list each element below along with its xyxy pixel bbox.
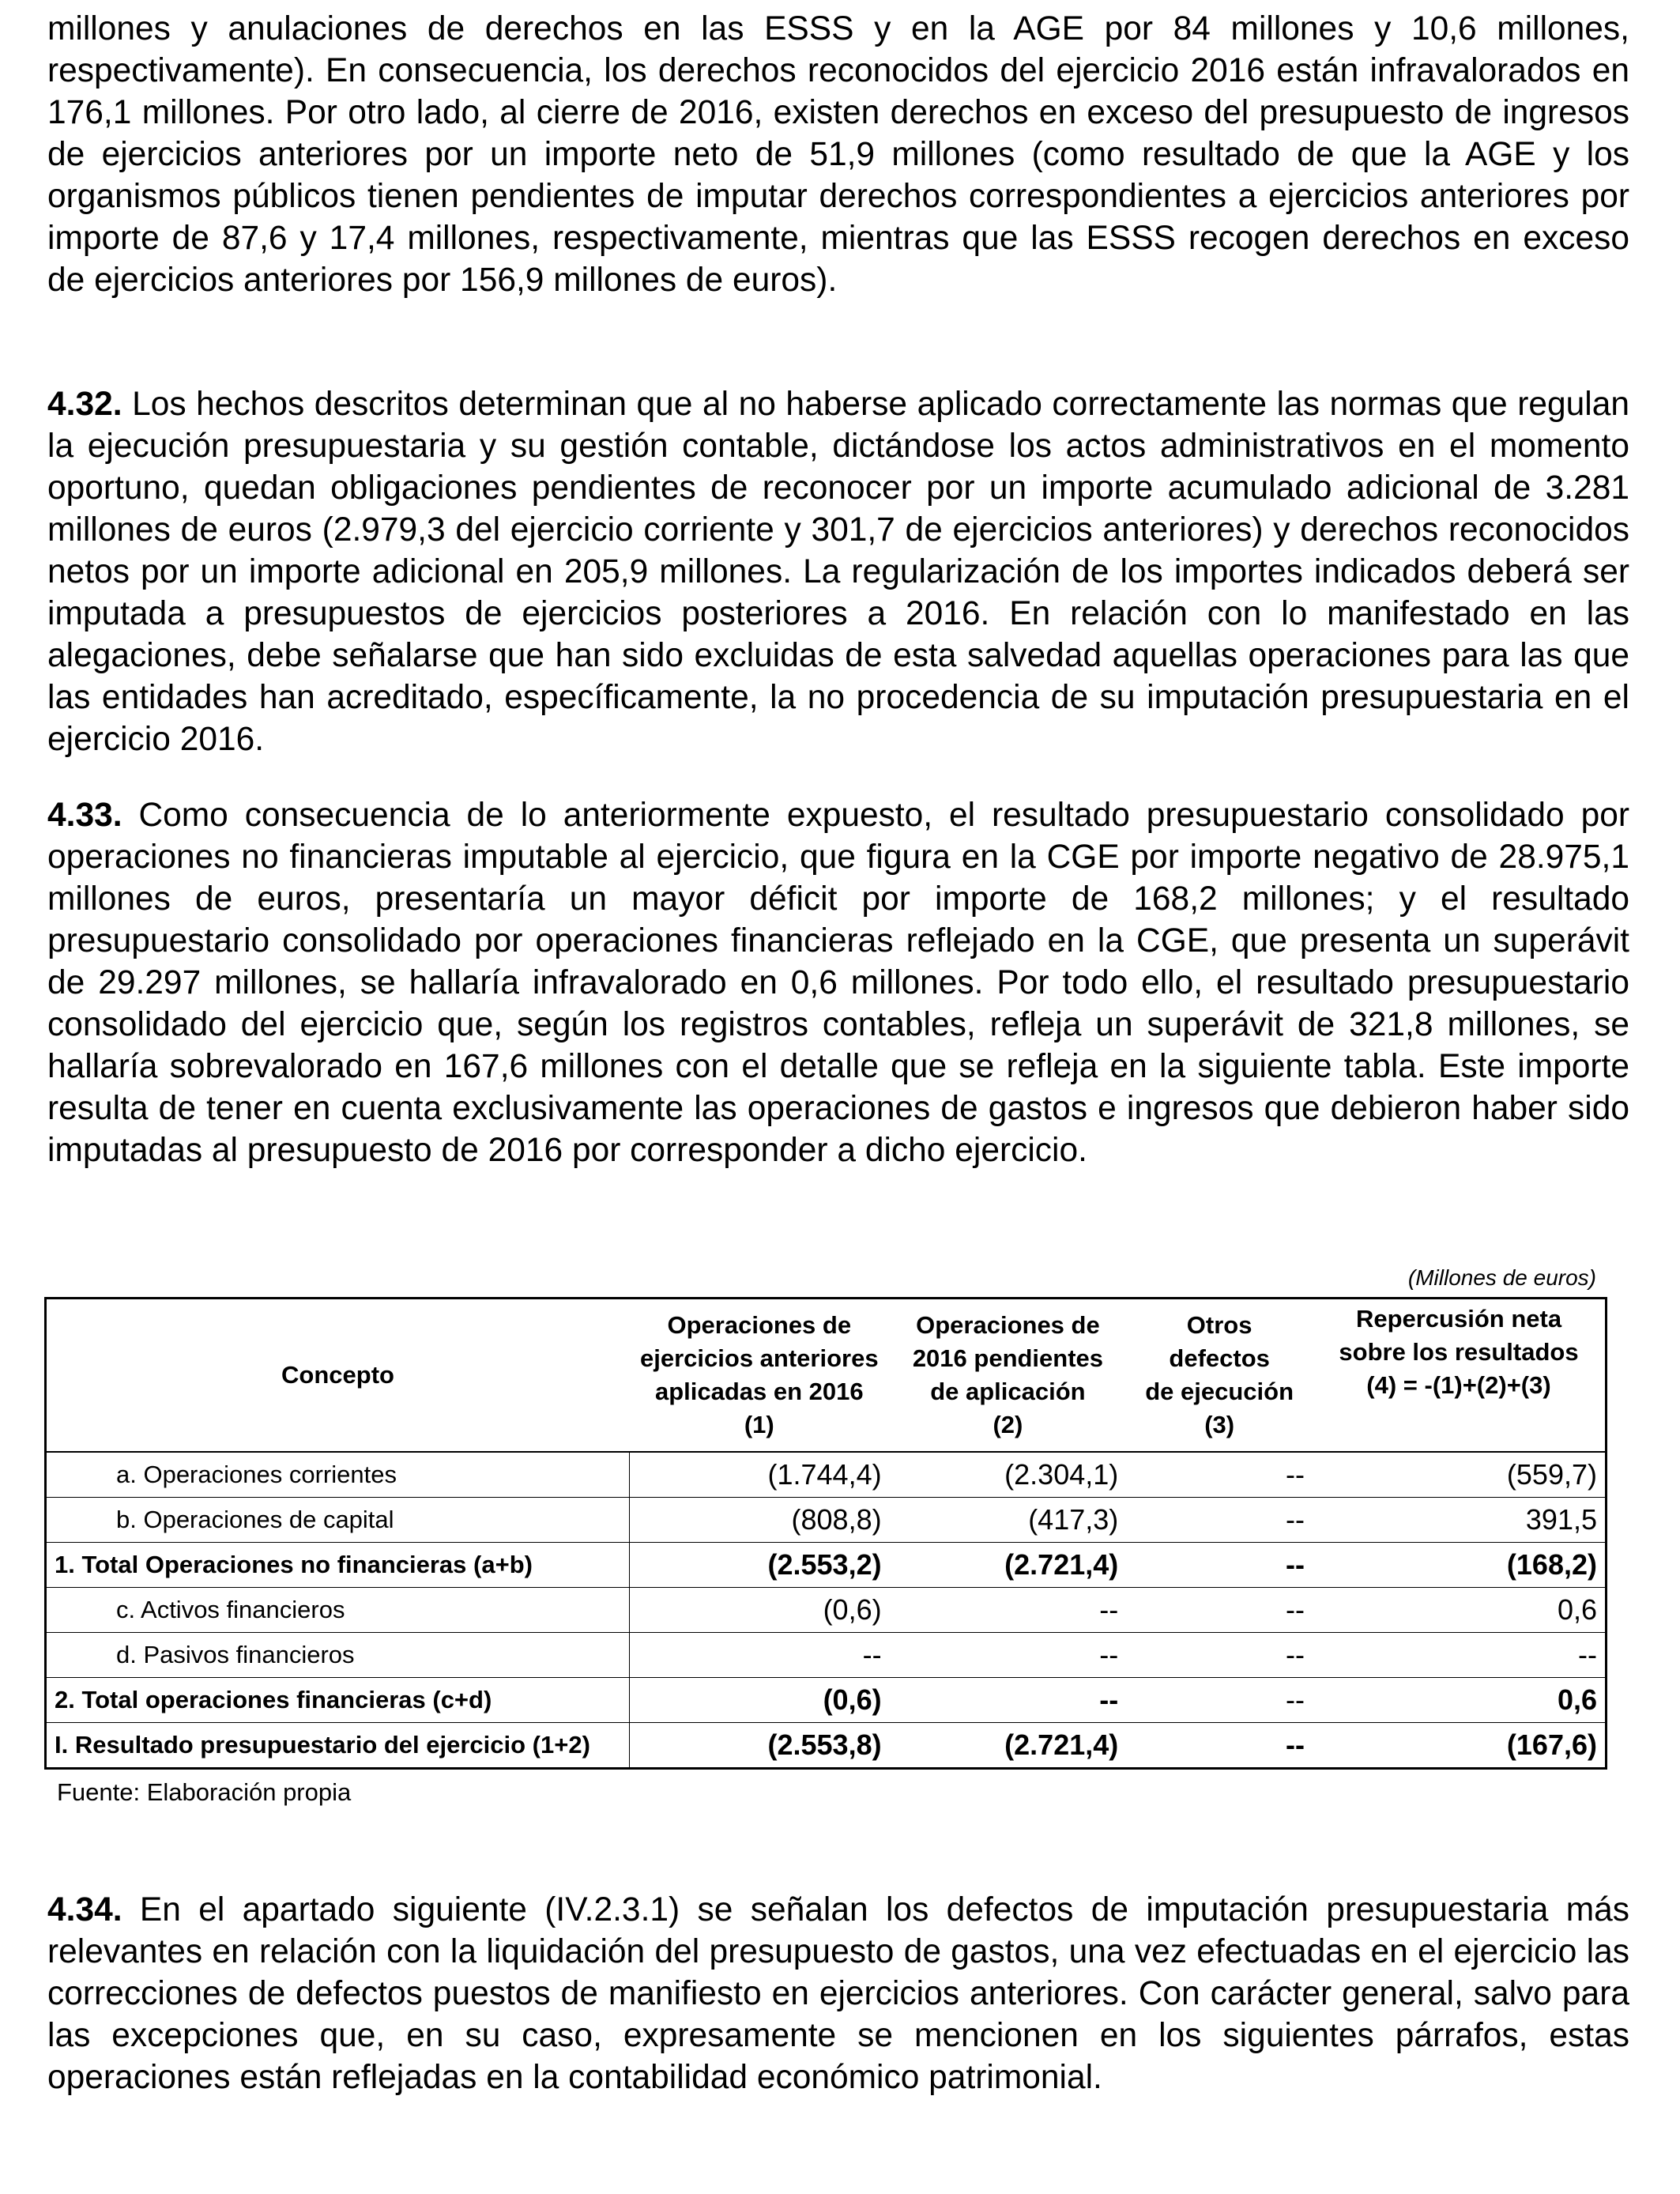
budget-result-table [44,1297,1607,1770]
row-value-col-4: -- [1313,1633,1607,1678]
row-concept: a. Operaciones corrientes [46,1452,630,1498]
table-result-row [46,1723,1607,1769]
row-value-col-2: (2.721,4) [890,1543,1127,1588]
header-concepto: Concepto [46,1299,630,1453]
paragraph-intro [47,8,1629,301]
row-concept: 1. Total Operaciones no financieras (a+b) [46,1543,630,1588]
header-col-2: Operaciones de 2016 pendientes de aplicación (2) [890,1299,1127,1453]
row-value-col-4: 391,5 [1313,1498,1607,1543]
header-col-3: Otros defectos de ejecución (3) [1126,1299,1313,1453]
row-value-col-1: (0,6) [629,1678,890,1723]
header-col-4: Repercusión neta sobre los resultados (4) = -(1)+(2)+(3) [1313,1299,1607,1453]
row-concept: I. Resultado presupuestario del ejercicio (1+2) [46,1723,630,1769]
row-value-col-2: -- [890,1588,1127,1633]
table-row [46,1588,1607,1633]
table-row [46,1498,1607,1543]
row-value-col-3: -- [1126,1543,1313,1588]
paragraph-number: 4.32. [47,386,122,423]
header-col-1: Operaciones de ejercicios anteriores aplicadas en 2016 (1) [629,1299,890,1453]
paragraph-4-32 [47,383,1629,760]
paragraph-number: 4.34. [47,1891,122,1928]
table-total-row [46,1543,1607,1588]
row-value-col-3: -- [1126,1498,1313,1543]
row-value-col-4: 0,6 [1313,1588,1607,1633]
row-value-col-2: (2.304,1) [890,1452,1127,1498]
row-concept: c. Activos financieros [46,1588,630,1633]
row-concept: 2. Total operaciones financieras (c+d) [46,1678,630,1723]
table-header-row [46,1299,1607,1453]
row-value-col-3: -- [1126,1678,1313,1723]
paragraph-text: Como consecuencia de lo anteriormente expuesto, el resultado presupuestario consolidado por operaciones no financieras imputable al ejercicio, que figura en la CGE por importe negativo de 28.975,1 millones de euros, presentaría un mayor déficit por importe de 168,2 millones; y el resultado presupuestario consolidado por operaciones financieras reflejado en la CGE, que presenta un superávit de 29.297 millones, se hallaría infravalorado en 0,6 millones. Por todo ello, el resultado presupuestario consolidado del ejercicio que, según los registros contables, refleja un superávit de 321,8 millones, se hallaría sobrevalorado en 167,6 millones con el detalle que se refleja en la siguiente tabla. Este importe resulta de tener en cuenta exclusivamente las operaciones de gastos e ingresos que debieron haber sido imputadas al presupuesto de 2016 por corresponder a dicho ejercicio. [47,797,1629,1169]
row-value-col-2: (417,3) [890,1498,1127,1543]
row-value-col-2: -- [890,1633,1127,1678]
row-value-col-1: (0,6) [629,1588,890,1633]
table-row [46,1452,1607,1498]
paragraph-4-34 [47,1889,1629,2098]
table-source-note: Fuente: Elaboración propia [57,1778,352,1806]
paragraph-text: En el apartado siguiente (IV.2.3.1) se señalan los defectos de imputación presupuestaria más relevantes en relación con la liquidación del presupuesto de gastos, una vez efectuadas en el ejercicio las correcciones de defectos puestos de manifiesto en ejercicios anteriores. Con carácter general, salvo para las excepciones que, en su caso, expresamente se mencionen en los siguientes párrafos, estas operaciones están reflejadas en la contabilidad económico patrimonial. [47,1891,1629,2096]
paragraph-number: 4.33. [47,797,122,834]
table-row [46,1633,1607,1678]
paragraph-intro-text: millones y anulaciones de derechos en las ESSS y en la AGE por 84 millones y 10,6 millones, respectivamente). En consecuencia, los derechos reconocidos del ejercicio 2016 están infravalorados en 176,1 millones. Por otro lado, al cierre de 2016, existen derechos en exceso del presupuesto de ingresos de ejercicios anteriores por un importe neto de 51,9 millones (como resultado de que la AGE y los organismos públicos tienen pendientes de imputar derechos correspondientes a ejercicios anteriores por importe de 87,6 y 17,4 millones, respectivamente, mientras que las ESSS recogen derechos en exceso de ejercicios anteriores por 156,9 millones de euros). [47,10,1629,299]
row-value-col-1: -- [629,1633,890,1678]
table-units-note: (Millones de euros) [1407,1265,1596,1290]
row-value-col-2: -- [890,1678,1127,1723]
row-value-col-3: -- [1126,1633,1313,1678]
row-value-col-4: (168,2) [1313,1543,1607,1588]
row-concept: b. Operaciones de capital [46,1498,630,1543]
paragraph-4-33 [47,794,1629,1171]
row-value-col-1: (808,8) [629,1498,890,1543]
row-value-col-3: -- [1126,1723,1313,1769]
paragraph-text: Los hechos descritos determinan que al no haberse aplicado correctamente las normas que regulan la ejecución presupuestaria y su gestión contable, dictándose los actos administrativos en el momento oportuno, quedan obligaciones pendientes de reconocer por un importe acumulado adicional de 3.281 millones de euros (2.979,3 del ejercicio corriente y 301,7 de ejercicios anteriores) y derechos reconocidos netos por un importe adicional en 205,9 millones. La regularización de los importes indicados deberá ser imputada a presupuestos de ejercicios posteriores a 2016. En relación con lo manifestado en las alegaciones, debe señalarse que han sido excluidas de esta salvedad aquellas operaciones para las que las entidades han acreditado, específicamente, la no procedencia de su imputación presupuestaria en el ejercicio 2016. [47,386,1629,758]
row-value-col-3: -- [1126,1588,1313,1633]
row-value-col-3: -- [1126,1452,1313,1498]
row-concept: d. Pasivos financieros [46,1633,630,1678]
row-value-col-1: (2.553,2) [629,1543,890,1588]
row-value-col-4: 0,6 [1313,1678,1607,1723]
row-value-col-1: (2.553,8) [629,1723,890,1769]
row-value-col-4: (559,7) [1313,1452,1607,1498]
table-total-row [46,1678,1607,1723]
row-value-col-4: (167,6) [1313,1723,1607,1769]
row-value-col-2: (2.721,4) [890,1723,1127,1769]
row-value-col-1: (1.744,4) [629,1452,890,1498]
